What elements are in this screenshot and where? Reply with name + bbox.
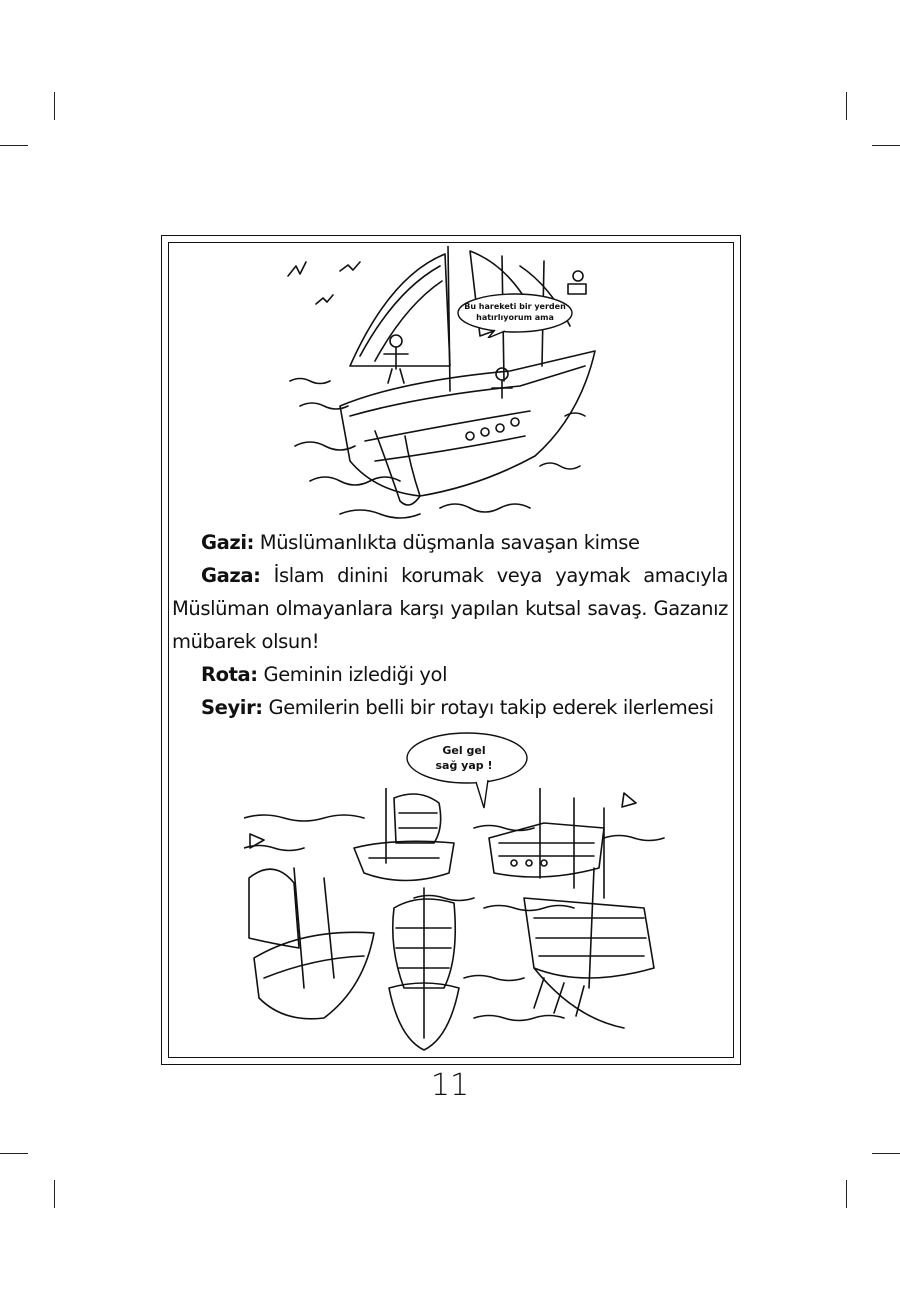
- page-number: 11: [430, 1068, 470, 1103]
- crop-mark: [872, 145, 900, 146]
- speech-bubble-line: Bu hareketi bir yerden: [464, 302, 566, 311]
- speech-bubble-bottom: [404, 730, 530, 810]
- speech-bubble-line: Gel gel: [442, 744, 486, 757]
- crop-mark: [54, 92, 55, 120]
- bottom-fleet-illustration: [244, 788, 668, 1054]
- glossary-entry: [172, 658, 728, 691]
- glossary-definition: Müslümanlıkta düşmanla savaşan kimse: [254, 531, 640, 554]
- glossary-definition: Geminin izlediği yol: [257, 663, 448, 686]
- glossary-term: Rota:: [201, 663, 258, 686]
- crop-mark: [846, 1180, 847, 1208]
- glossary-entry: [172, 691, 728, 724]
- crop-mark: [0, 145, 28, 146]
- glossary-term: Gazi:: [201, 531, 254, 554]
- glossary-term: Seyir:: [201, 696, 263, 719]
- speech-bubble-line: sağ yap !: [435, 759, 493, 772]
- crop-mark: [54, 1180, 55, 1208]
- glossary-definition: İslam dinini korumak veya yaymak amacıyla Müslüman olmayanlara karşı yapılan kutsal savaş. Gazanız mübarek olsun!: [172, 564, 728, 653]
- seagull-icon: [288, 262, 306, 276]
- glossary: [172, 526, 728, 724]
- seagull-icon: [316, 295, 333, 304]
- crop-mark: [0, 1153, 28, 1154]
- crop-mark: [872, 1153, 900, 1154]
- seagull-icon: [340, 262, 360, 271]
- glossary-entry: [172, 526, 728, 559]
- glossary-term: Gaza:: [201, 564, 261, 587]
- speech-bubble-line: hatırlıyorum ama: [476, 313, 554, 322]
- speech-bubble-top: [455, 292, 575, 338]
- top-ship-illustration: [280, 246, 610, 524]
- crop-mark: [846, 92, 847, 120]
- glossary-definition: Gemilerin belli bir rotayı takip ederek ilerlemesi: [262, 696, 714, 719]
- glossary-entry: [172, 559, 728, 658]
